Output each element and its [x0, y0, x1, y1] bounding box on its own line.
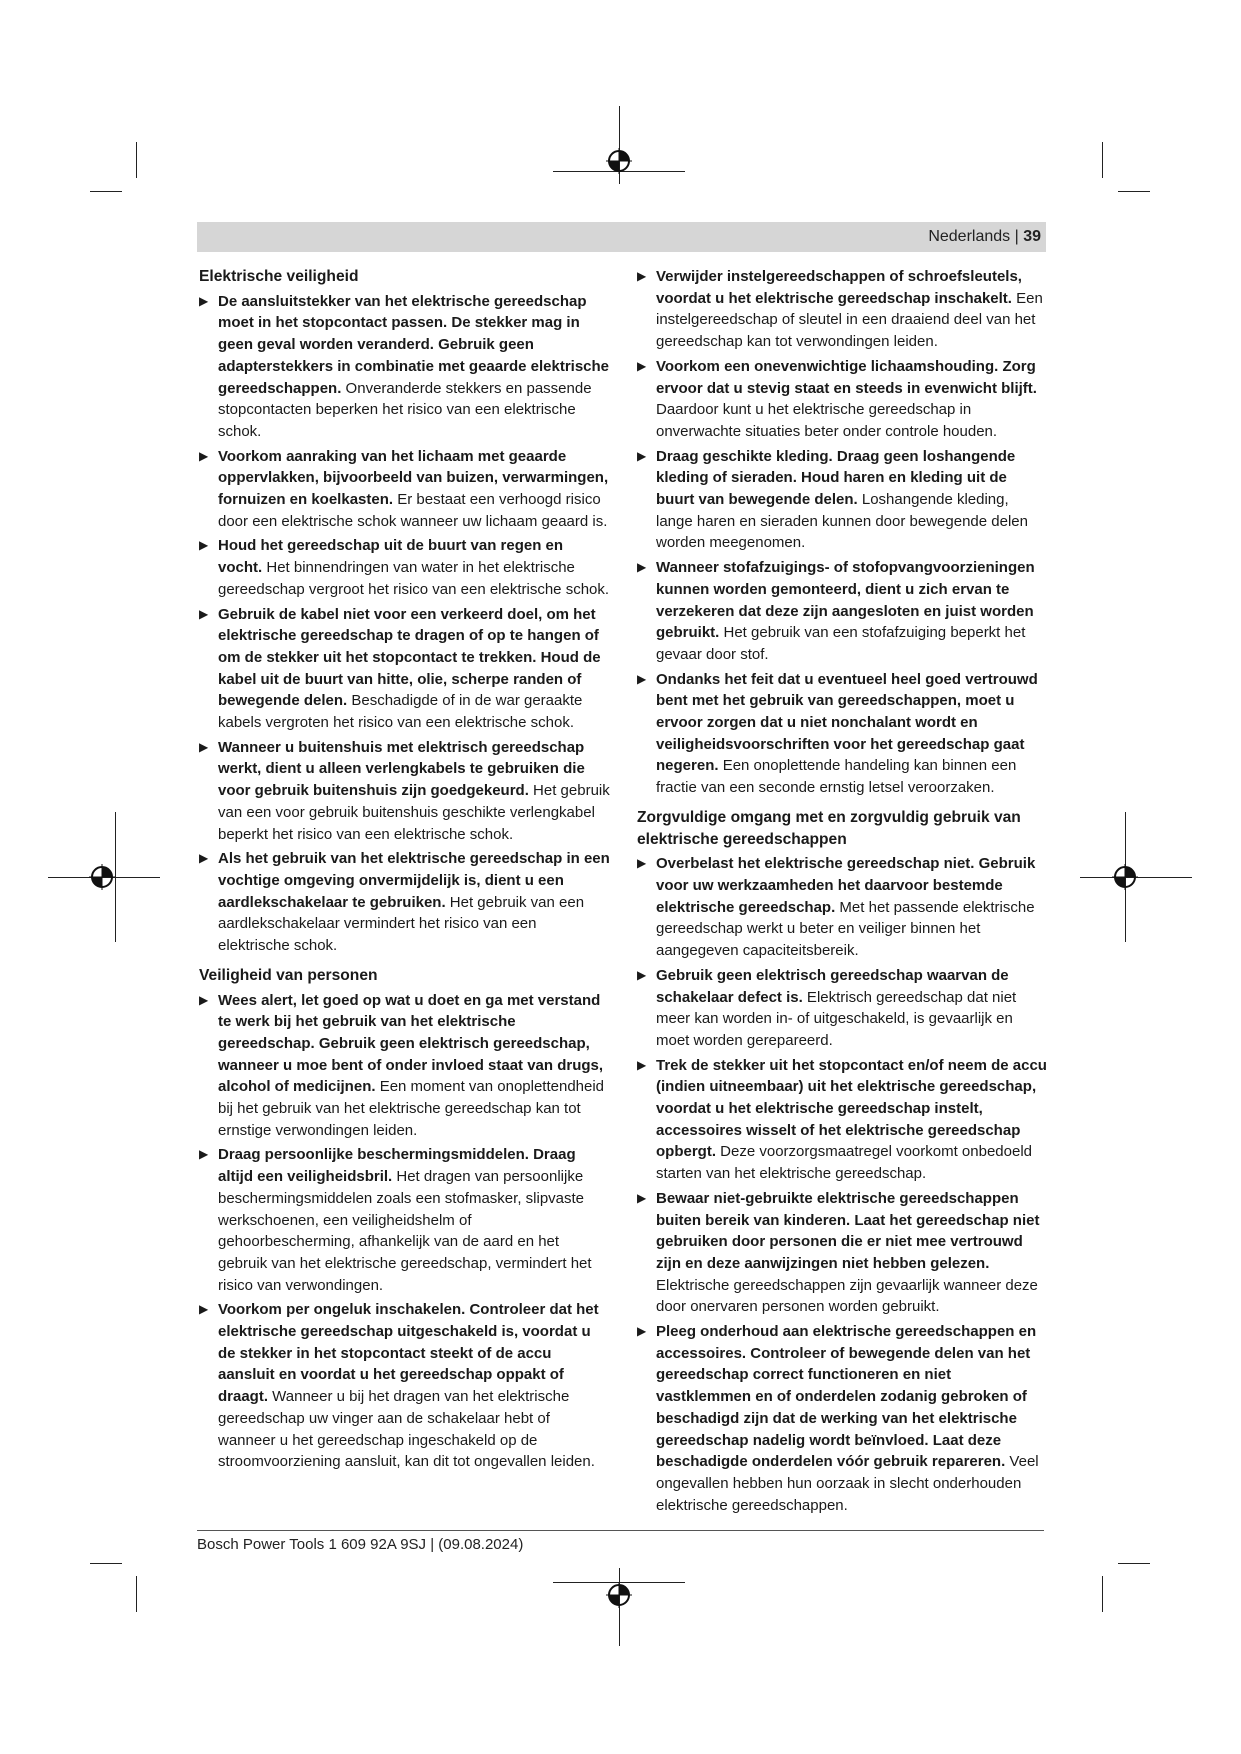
crop-mark [136, 1576, 137, 1612]
list-item [199, 737, 611, 846]
section-heading: Veiligheid van personen [199, 966, 378, 984]
crop-mark [1118, 191, 1150, 192]
item-text: Daardoor kunt u het elektrische gereedschap in onverwachte situaties beter onder controle houden. [656, 401, 998, 440]
bullet-arrow-icon: ▶ [637, 671, 647, 686]
list-item [637, 557, 1049, 666]
list-item [637, 1055, 1049, 1185]
item-bold: Ondanks het feit dat u eventueel heel goed vertrouwd bent met het gebruik van gereedschappen, moet u ervoor zorgen dat u niet nonchalant wordt en veiligheidsvoorschriften voor het gereedschap gaat negeren. [656, 670, 1038, 775]
item-bold: Draag persoonlijke beschermingsmiddelen. Draag altijd een veiligheidsbril. [218, 1146, 576, 1186]
registration-line [115, 812, 116, 942]
registration-mark-icon [606, 1582, 632, 1608]
list-item [199, 291, 611, 443]
footer-rule [197, 1530, 1044, 1531]
bullet-arrow-icon: ▶ [637, 448, 647, 463]
crop-mark [1102, 1576, 1103, 1612]
list-item [637, 1321, 1049, 1516]
list-item [199, 848, 611, 957]
item-text: Loshangende kleding, lange haren en sieraden kunnen door bewegende delen worden meegenomen. [656, 491, 1028, 552]
registration-mark-icon [606, 148, 632, 174]
crop-mark [1118, 1563, 1150, 1564]
header-language: Nederlands [928, 228, 1011, 245]
list-item [199, 990, 611, 1142]
list-item [199, 535, 611, 600]
item-text: Het gebruik van een aardlekschakelaar vermindert het risico van een elektrische schok. [218, 893, 585, 955]
bullet-arrow-icon: ▶ [637, 269, 647, 283]
bullet-arrow-icon: ▶ [637, 967, 647, 982]
page-number: 39 [1023, 228, 1041, 245]
crop-mark [1102, 142, 1103, 178]
item-bold: Bewaar niet-gebruikte elektrische gereedschappen buiten bereik van kinderen. Laat het gereedschap niet gebruiken door personen die er niet mee vertrouwd zijn en deze aanwijzingen niet hebben gelezen. [656, 1189, 1040, 1272]
list-item [199, 1144, 611, 1296]
list-item [637, 669, 1049, 799]
item-bold: Pleeg onderhoud aan elektrische gereedschappen en accessoires. Controleer of bewegende delen van het gereedschap correct functioneren en niet vastklemmen en of onderdelen zodanig gebroken of beschadigd zijn dat de werking van het elektrische gereedschap nadelig wordt beïnvloed. Laat deze beschadigde onderdelen vóór gebruik repareren. [656, 1323, 1037, 1471]
item-bold: De aansluitstekker van het elektrische gereedschap moet in het stopcontact passen. De stekker mag in geen geval worden veranderd. Gebruik geen adapterstekkers in combinatie met geaarde elektrische gereedschappen. [218, 292, 610, 397]
bullet-arrow-icon: ▶ [199, 448, 209, 463]
item-text: Het gebruik van een voor gebruik buitenshuis geschikte verlengkabel beperkt het risico van een elektrische schok. [218, 782, 610, 843]
item-bold: Verwijder instelgereedschappen of schroefsleutels, voordat u het elektrische gereedschap inschakelt. [656, 268, 1022, 307]
item-bold: Wees alert, let goed op wat u doet en ga met verstand te werk bij het gebruik van het elektrische gereedschap. Gebruik geen elektrisch gereedschap, wanneer u moe bent of onder invloed staat van drugs, alcohol of medicijnen. [218, 991, 604, 1096]
section-heading: Elektrische veiligheid [199, 268, 359, 285]
item-text: Onveranderde stekkers en passende stopcontacten beperken het risico van een elektrische schok. [218, 379, 592, 440]
item-bold: Draag geschikte kleding. Draag geen loshangende kleding of sieraden. Houd haren en kleding uit de buurt van bewegende delen. [656, 447, 1016, 509]
bullet-arrow-icon: ▶ [199, 992, 209, 1007]
item-bold: Wanneer u buitenshuis met elektrisch gereedschap werkt, dient u alleen verlengkabels te gebruiken die voor gebruik buitenshuis zijn goedgekeurd. [218, 738, 585, 800]
bullet-arrow-icon: ▶ [637, 560, 647, 575]
section-heading: Zorgvuldige omgang met en zorgvuldig gebruik van elektrische gereedschappen [637, 808, 1021, 848]
bullet-arrow-icon: ▶ [637, 1324, 647, 1339]
bullet-arrow-icon: ▶ [199, 606, 209, 621]
item-text: Elektrische gereedschappen zijn gevaarlijk wanneer deze door onervaren personen worden gebruikt. [656, 1276, 1038, 1316]
list-item [637, 356, 1049, 443]
item-text: Er bestaat een verhoogd risico door een elektrische schok wanneer uw lichaam geaard is. [218, 491, 608, 530]
bullet-arrow-icon: ▶ [199, 538, 209, 553]
item-text: Beschadigde of in de war geraakte kabels vergroten het risico van een elektrische schok. [218, 692, 583, 732]
page-footer: Bosch Power Tools 1 609 92A 9SJ | (09.08.2024) [197, 1536, 524, 1553]
bullet-arrow-icon: ▶ [637, 358, 647, 373]
item-bold: Trek de stekker uit het stopcontact en/of neem de accu (indien uitneembaar) uit het elektrische gereedschap, voordat u het elektrische gereedschap instelt, accessoires wisselt of het elektrische gereedschap opbergt. [656, 1056, 1047, 1161]
item-text: Veel ongevallen hebben hun oorzaak in slecht onderhouden elektrische gereedschappen. [656, 1453, 1039, 1514]
list-item [637, 266, 1049, 353]
header-separator: | [1014, 228, 1019, 245]
list-item [637, 853, 1049, 962]
item-bold: Als het gebruik van het elektrische gereedschap in een vochtige omgeving onvermijdelijk is, dient u een aardlekschakelaar te gebruiken. [218, 850, 610, 911]
bullet-arrow-icon: ▶ [637, 1190, 647, 1205]
item-text: Een onoplettende handeling kan binnen een fractie van een seconde ernstig letsel veroorzaken. [656, 757, 1017, 797]
bullet-arrow-icon: ▶ [199, 1147, 209, 1162]
item-bold: Gebruik geen elektrisch gereedschap waarvan de schakelaar defect is. [656, 966, 1009, 1006]
item-bold: Voorkom aanraking van het lichaam met geaarde oppervlakken, bijvoorbeeld van buizen, verwarmingen, fornuizen en koelkasten. [218, 447, 609, 509]
item-bold: Gebruik de kabel niet voor een verkeerd doel, om het elektrische gereedschap te dragen of op te hangen of om de stekker uit het stopcontact te trekken. Houd de kabel uit de buurt van hitte, olie, scherpe randen of bewegende delen. [218, 605, 601, 710]
header-band [197, 222, 1046, 252]
left-column [199, 266, 611, 1473]
list-item [199, 604, 611, 734]
bullet-arrow-icon: ▶ [199, 851, 209, 866]
list-item [637, 965, 1049, 1052]
item-text: Wanneer u bij het dragen van het elektrische gereedschap uw vinger aan de schakelaar hebt of wanneer u het gereedschap ingeschakeld op de stroomvoorziening aansluit, kan dit tot ongevallen leiden. [218, 1388, 595, 1471]
item-text: Deze voorzorgsmaatregel voorkomt onbedoeld starten van het elektrische gereedschap. [656, 1143, 1033, 1183]
list-item [637, 1188, 1049, 1318]
bullet-arrow-icon: ▶ [637, 1057, 647, 1072]
bullet-arrow-icon: ▶ [199, 739, 209, 754]
bullet-arrow-icon: ▶ [199, 293, 209, 308]
crop-mark [90, 191, 122, 192]
right-column [637, 266, 1049, 1516]
list-item [199, 1299, 611, 1473]
item-bold: Overbelast het elektrische gereedschap niet. Gebruik voor uw werkzaamheden het daarvoor bestemde elektrische gereedschap. [656, 855, 1036, 916]
list-item [637, 446, 1049, 555]
crop-mark [90, 1563, 122, 1564]
registration-mark-icon [89, 864, 115, 890]
item-text: Een moment van onoplettendheid bij het gebruik van het elektrische gereedschap kan tot ernstige verwondingen leiden. [218, 1078, 605, 1139]
item-bold: Houd het gereedschap uit de buurt van regen en vocht. [218, 537, 564, 577]
item-text: Met het passende elektrische gereedschap werkt u beter en veiliger binnen het aangegeven capaciteitsbereik. [656, 898, 1035, 960]
bullet-arrow-icon: ▶ [637, 856, 647, 871]
list-item [199, 446, 611, 533]
item-text: Een instelgereedschap of sleutel in een draaiend deel van het gereedschap kan tot verwondingen leiden. [656, 289, 1043, 351]
item-text: Elektrisch gereedschap dat niet meer kan worden in- of uitgeschakeld, is gevaarlijk en moet worden gerepareerd. [656, 988, 1017, 1049]
item-text: Het gebruik van een stofafzuiging beperkt het gevaar door stof. [656, 624, 1026, 663]
item-bold: Wanneer stofafzuigings- of stofopvangvoorzieningen kunnen worden gemonteerd, dient u zich ervan te verzekeren dat deze zijn aangesloten en juist worden gebruikt. [656, 559, 1035, 642]
item-text: Het dragen van persoonlijke beschermingsmiddelen zoals een stofmasker, slipvaste werkschoenen, een veiligheidshelm of gehoorbescherming, afhankelijk van de aard en het gebruik van het elektrische gereedschap, vermindert het risico van verwondingen. [218, 1168, 592, 1294]
page-header [928, 228, 1041, 246]
bullet-arrow-icon: ▶ [199, 1302, 209, 1317]
item-bold: Voorkom per ongeluk inschakelen. Controleer dat het elektrische gereedschap uitgeschakeld is, voordat u de stekker in het stopcontact steekt of de accu aansluit en voordat u het gereedschap oppakt of draagt. [218, 1301, 599, 1406]
crop-mark [136, 142, 137, 178]
item-bold: Voorkom een onevenwichtige lichaamshouding. Zorg ervoor dat u stevig staat en steeds in evenwicht blijft. [656, 357, 1037, 397]
item-text: Het binnendringen van water in het elektrische gereedschap vergroot het risico van een elektrische schok. [218, 559, 610, 598]
registration-mark-icon [1112, 864, 1138, 890]
